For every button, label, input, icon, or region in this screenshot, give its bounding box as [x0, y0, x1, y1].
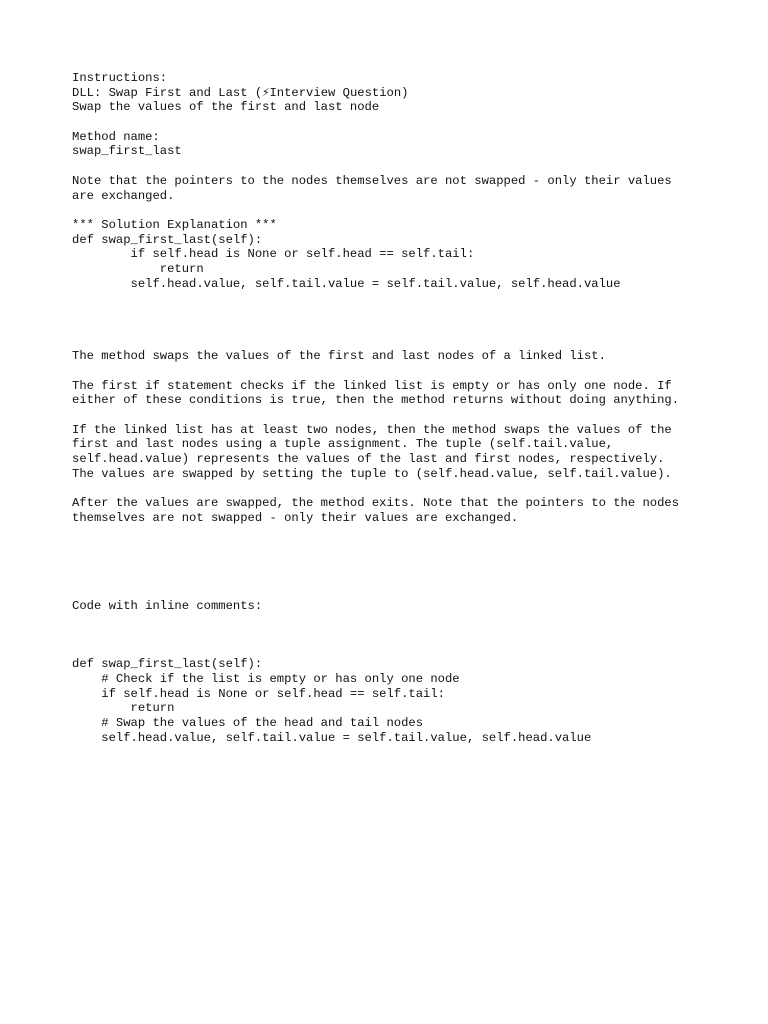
- code-line: # Swap the values of the head and tail nodes: [72, 716, 424, 730]
- explanation-paragraph: [72, 349, 752, 364]
- paragraph-line: self.head.value) represents the values of the last and first nodes, respectively.: [72, 452, 665, 467]
- paragraph-line: either of these conditions is true, then the method returns without doing anything.: [72, 393, 680, 408]
- solution-heading: *** Solution Explanation ***: [72, 217, 277, 232]
- code-line: self.head.value, self.tail.value = self.tail.value, self.head.value: [72, 730, 592, 745]
- code-line: if self.head is None or self.head == self.tail:: [72, 247, 475, 262]
- commented-code-block: [72, 657, 752, 745]
- paragraph-line: After the values are swapped, the method exits. Note that the pointers to the nodes: [72, 496, 680, 511]
- code-line: if self.head is None or self.head == self.tail:: [72, 686, 445, 701]
- paragraph-line: first and last nodes using a tuple assignment. The tuple (self.tail.value,: [72, 437, 614, 452]
- paragraph-line: The first if statement checks if the linked list is empty or has only one node. If: [72, 378, 672, 393]
- code-line: def swap_first_last(self):: [72, 232, 263, 247]
- note-line: Note that the pointers to the nodes themselves are not swapped - only their values: [72, 173, 672, 188]
- code-line: return: [72, 261, 204, 276]
- instructions-title: DLL: Swap First and Last (⚡Interview Question): [72, 85, 409, 100]
- instructions-heading: Instructions:: [72, 71, 168, 85]
- code-line: self.head.value, self.tail.value = self.tail.value, self.head.value: [72, 276, 621, 291]
- explanation-paragraph: [72, 423, 752, 482]
- instructions-subtitle: Swap the values of the first and last node: [72, 100, 380, 115]
- commented-code-heading: Code with inline comments:: [72, 598, 263, 613]
- paragraph-line: If the linked list has at least two nodes, then the method swaps the values of the: [72, 422, 672, 437]
- method-name: swap_first_last: [72, 144, 182, 159]
- code-line: # Check if the list is empty or has only one node: [72, 671, 460, 686]
- solution-code-block: [72, 233, 752, 292]
- explanation-paragraph: [72, 496, 752, 525]
- document-page: [72, 71, 752, 745]
- paragraph-line: The values are swapped by setting the tuple to (self.head.value, self.tail.value).: [72, 466, 672, 481]
- note-line: are exchanged.: [72, 188, 175, 203]
- method-label: Method name:: [72, 129, 160, 144]
- code-line: return: [72, 701, 175, 716]
- paragraph-line: The method swaps the values of the first and last nodes of a linked list.: [72, 349, 606, 364]
- explanation-paragraph: [72, 379, 752, 408]
- code-line: def swap_first_last(self):: [72, 657, 263, 672]
- paragraph-line: themselves are not swapped - only their values are exchanged.: [72, 510, 519, 525]
